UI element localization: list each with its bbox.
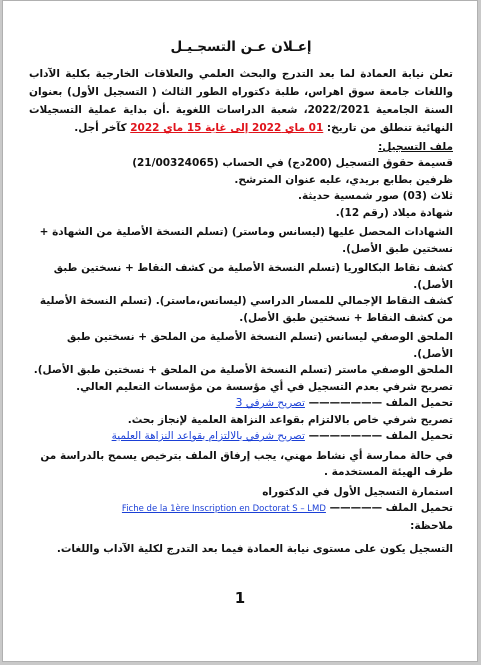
file-heading: ملف التسجيل: [378, 141, 453, 153]
registration-form-line: استمارة التسجيل الأول في الدكتوراه [262, 485, 453, 498]
download-label: تحميل الملف [385, 430, 453, 442]
download-label: تحميل الملف [385, 502, 453, 514]
employment-note: في حالة ممارسة أي نشاط مهني، يجب إرفاق الملف بترخيص يسمح بالدراسة من طرف الهيئة المستخدمة . [40, 449, 453, 478]
document-page [2, 0, 478, 662]
requirement-item: الملحق الوصفي ليسانس (تسلم النسخة الأصلية من الملحق + نسختين طبق الأصل). [67, 331, 453, 360]
note-label: ملاحظة: [410, 519, 453, 532]
intro-paragraph [29, 65, 453, 137]
requirement-item: ظرفين بطابع بريدي، عليه عنوان المترشح. [234, 173, 453, 186]
announcement-body [29, 39, 453, 558]
requirement-item: كشف النقاط الإجمالي للمسار الدراسي (ليسانس،ماستر). (تسلم النسخة الأصلية من كشف النقاط + نسختين طبق الأصل). [39, 295, 453, 324]
requirement-item: تصريح شرفي بعدم التسجيل في أي مؤسسة من مؤسسات التعليم العالي. [76, 380, 453, 393]
requirement-item: الشهادات المحصل عليها (ليسانس وماستر) (تسلم النسخة الأصلية من الشهادة + نسختين طبق الأصل). [39, 226, 453, 255]
intro-text: تعلن نيابة العمادة لما بعد التدرج والبحث العلمي والعلاقات الخارجية بكلية الآداب واللغات جامعة سوق اهراس، طلبة دكتوراه الطور الثالث ( التسجيل الأول) بعنوان السنة الجامعية 2022/2021، شعبة الدراسات اللغوية .أن بداية عملية التسجيلات النهائية تنطلق من تاريخ: [29, 68, 453, 134]
first-inscription-form-link[interactable]: Fiche de la 1ère Inscription en Doctorat S – LMD [121, 504, 326, 514]
requirement-item: الملحق الوصفي ماستر (تسلم النسخة الأصلية من الملحق + نسختين طبق الأصل). [33, 364, 453, 376]
requirement-item: ثلاث (03) صور شمسية حديثة. [297, 190, 453, 202]
download-row-2: تحميل الملف ——————— تصريح شرفي بالالتزام بقواعد النزاهة العلمية [111, 430, 453, 442]
registration-dates: 01 ماي 2022 إلى غاية 15 ماي 2022 [130, 122, 324, 134]
requirement-item: كشف نقاط البكالوريا (تسلم النسخة الأصلية من كشف النقاط + نسختين طبق الأصل). [53, 262, 453, 291]
download-row-1: تحميل الملف ——————— تصريح شرفي 3 [235, 397, 453, 409]
integrity-pledge: تصريح شرفي خاص بالالتزام بقواعد النزاهة العلمية لإنجاز بحث. [127, 413, 453, 426]
requirement-item: شهادة ميلاد (رقم 12). [335, 206, 453, 219]
intro-after: كآخر أجل. [74, 122, 131, 134]
download-label: تحميل الملف [385, 397, 453, 409]
requirement-item: قسيمة حقوق التسجيل (200دج) في الحساب (21/00324065) [132, 157, 453, 169]
page-number: 1 [234, 589, 246, 607]
honor-declaration-link[interactable]: تصريح شرفي 3 [235, 397, 305, 409]
final-statement: التسجيل يكون على مستوى نيابة العمادة فيما بعد التدرج لكلية الآداب واللغات. [56, 543, 453, 555]
announcement-title: إعـلان عـن التسجـيـل [170, 39, 312, 55]
download-row-3: تحميل الملف ————— Fiche de la 1ère Inscription en Doctorat S – LMD [121, 502, 453, 514]
integrity-declaration-link[interactable]: تصريح شرفي بالالتزام بقواعد النزاهة العلمية [111, 430, 305, 442]
